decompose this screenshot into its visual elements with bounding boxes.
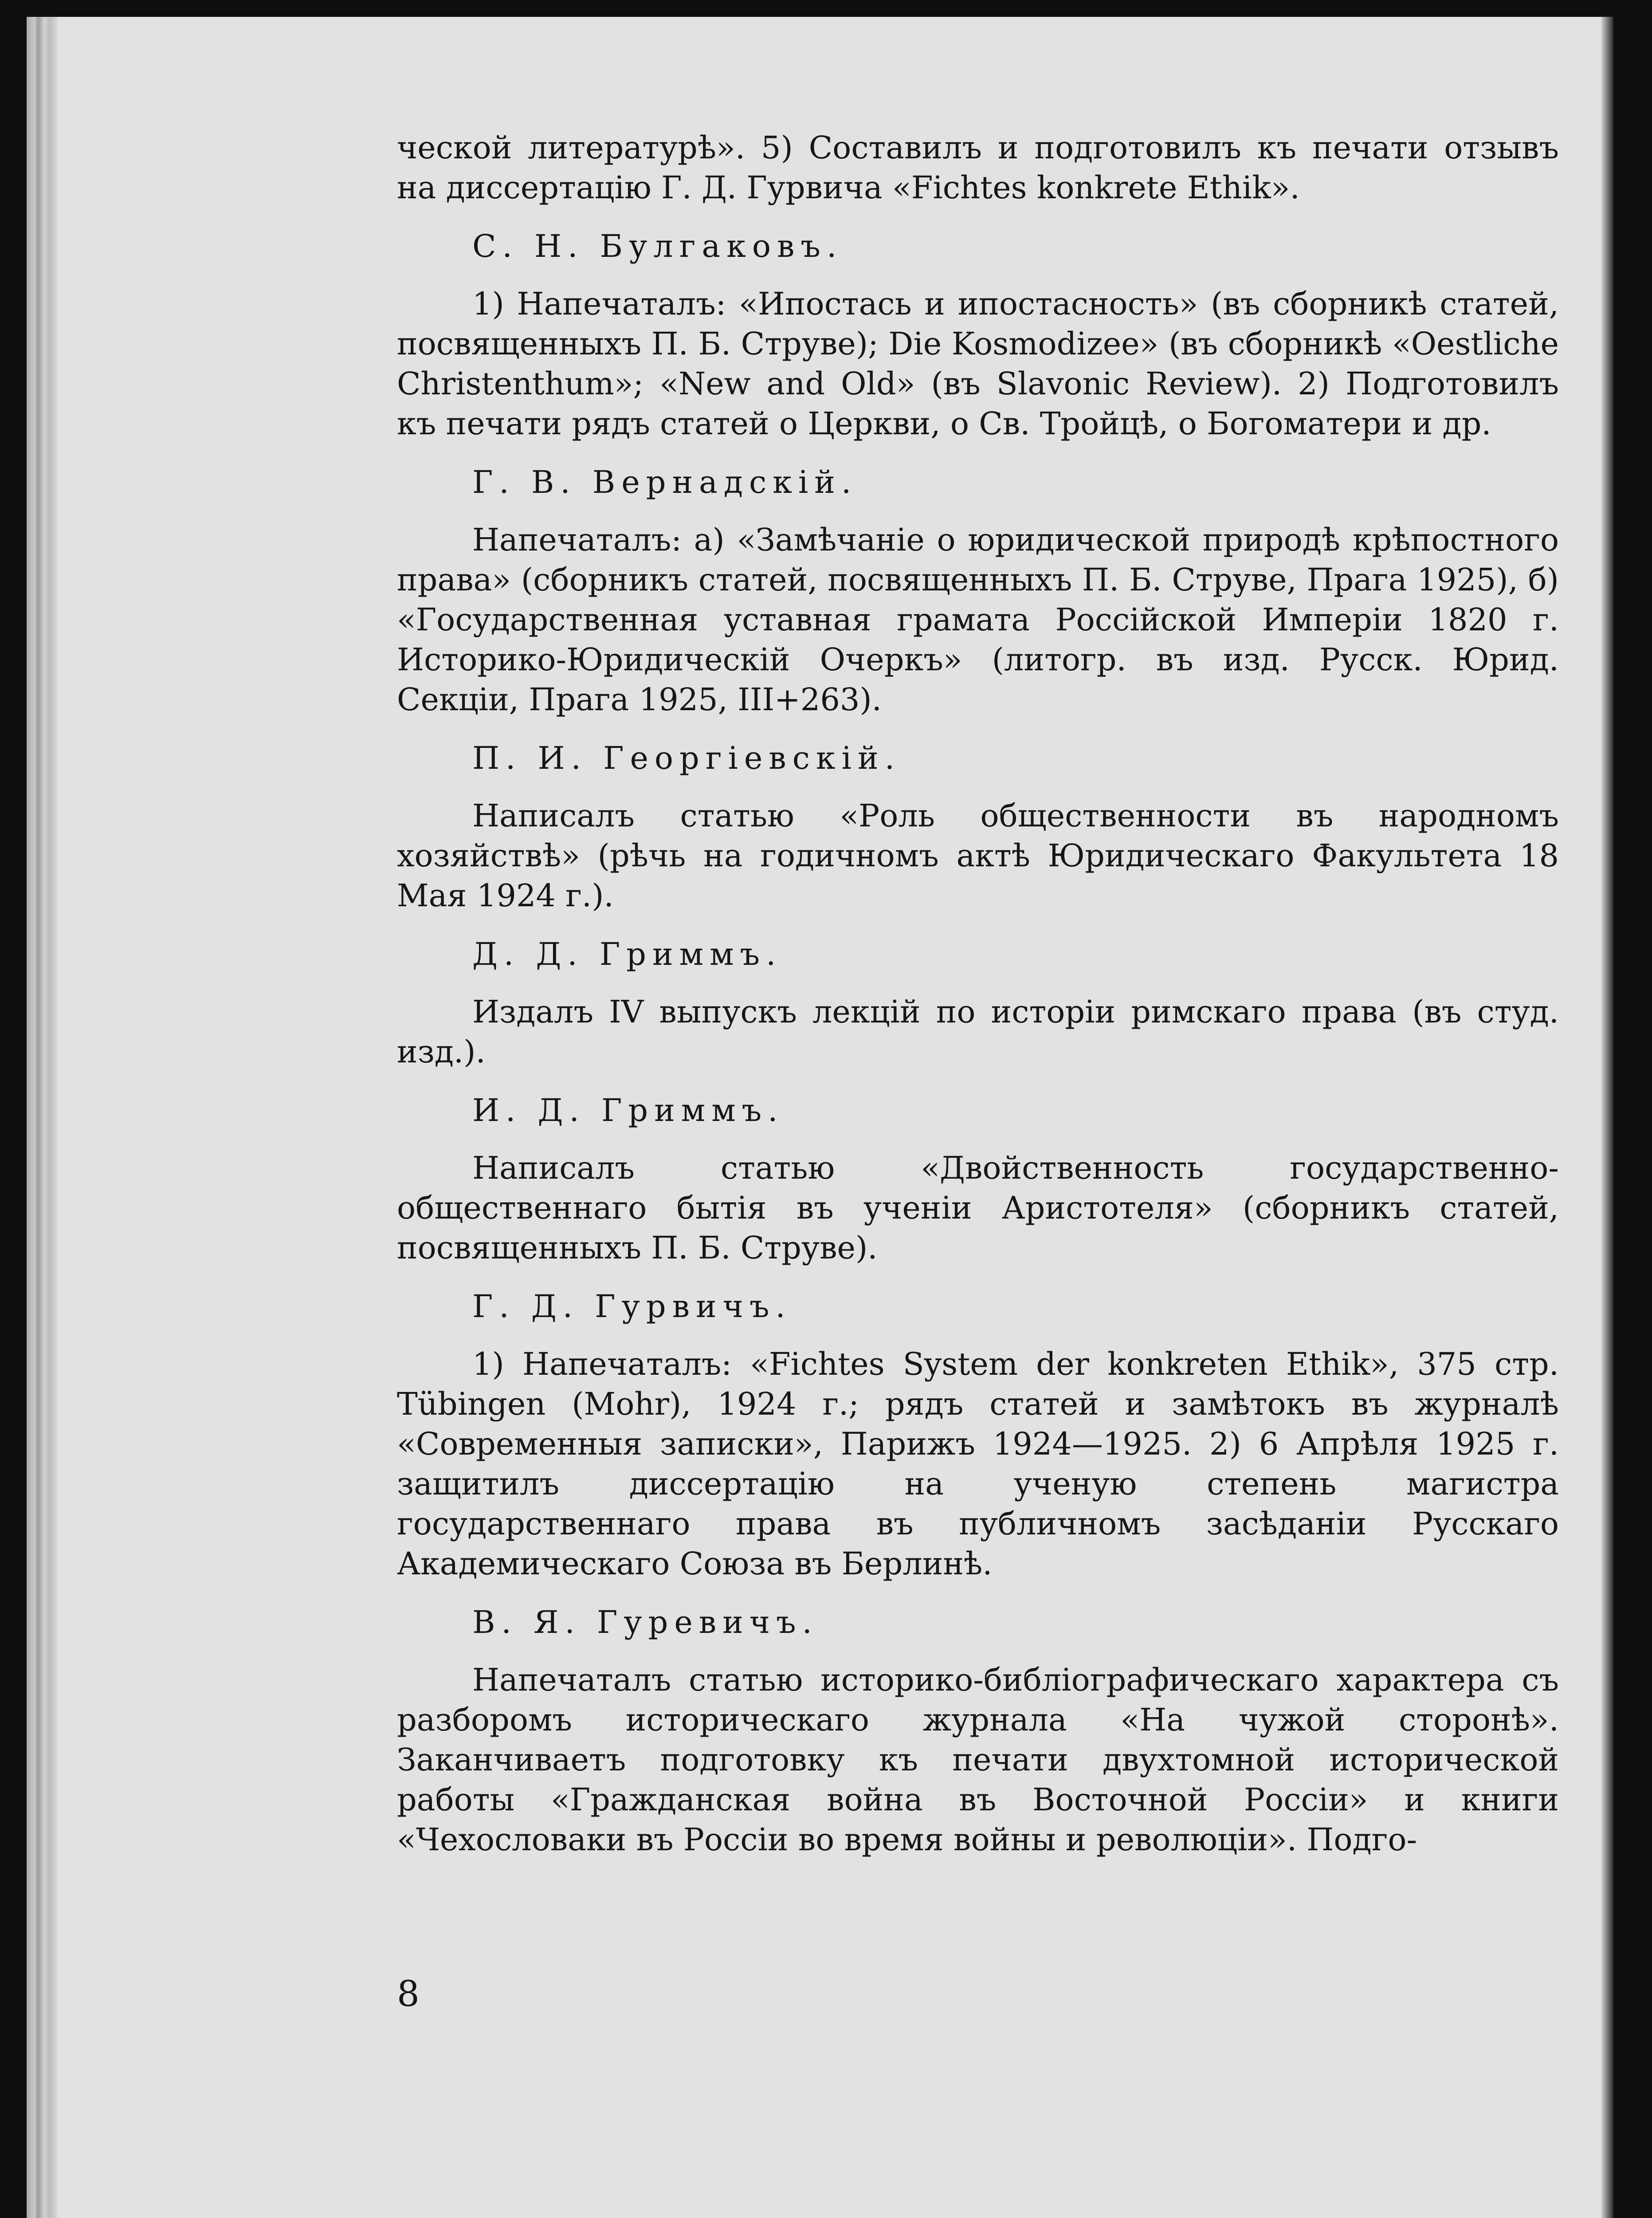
entry-heading-i-grimm: И. Д. Гриммъ. (472, 1092, 784, 1129)
entry-text-vernadsky: Напечаталъ: а) «Замѣчаніе о юридической природѣ крѣпостного права» (сборникъ статей, посвященныхъ П. Б. Струве, Прага 1925), б) «Государственная уставная грамата Россійской Имперіи 1820 г. Историко-Юридическій Очеркъ» (литогр. въ изд. Русск. Юрид. Секціи, Прага 1925, III+263). (397, 522, 1559, 718)
entry-heading-bulgakov: С. Н. Булгаковъ. (472, 228, 843, 264)
page-number: 8 (397, 1973, 420, 2014)
book-page (27, 17, 1613, 2218)
entry-heading-georgievsky: П. И. Георгіевскій. (472, 740, 901, 776)
entry-heading-d-grimm: Д. Д. Гриммъ. (472, 936, 782, 972)
entry-text-d-grimm: Издалъ IV выпускъ лекцій по исторіи римскаго права (въ студ. изд.). (397, 994, 1559, 1070)
entry-text-gurevich: Напечаталъ статью историко-библіографическаго характера съ разборомъ историческаго журнала «На чужой сторонѣ». Заканчиваетъ подготовку къ печати двухтомной исторической работы «Гражданская война въ Восточной Россіи» и книги «Чехословаки въ Россіи во время войны и революціи». Подго- (397, 1662, 1559, 1858)
opening-paragraph: ческой литературѣ». 5) Составилъ и подготовилъ къ печати отзывъ на диссертацію Г. Д. Гурвича «Fichtes konkrete Ethik». (397, 130, 1559, 206)
entry-text-georgievsky: Написалъ статью «Роль общественности въ народномъ хозяйствѣ» (рѣчь на годичномъ актѣ Юридическаго Факультета 18 Мая 1924 г.). (397, 798, 1559, 914)
page-right-edge (1601, 17, 1613, 2218)
entry-text-gurvich: 1) Напечаталъ: «Fichtes System der konkreten Ethik», 375 стр. Tübingen (Mohr), 1924 г.; рядъ статей и замѣтокъ въ журналѣ «Современныя записки», Парижъ 1924—1925. 2) 6 Апрѣля 1925 г. защитилъ диссертацію на ученую степень магистра государственнаго права въ публичномъ засѣданіи Русскаго Академическаго Союза въ Берлинѣ. (397, 1346, 1559, 1582)
page-left-edge (27, 17, 58, 2218)
entry-heading-gurevich: В. Я. Гуревичъ. (472, 1604, 818, 1640)
page-content (397, 128, 1559, 1860)
entry-text-bulgakov: 1) Напечаталъ: «Ипостась и ипостасность» (въ сборникѣ статей, посвященныхъ П. Б. Струве); Die Kosmodizee» (въ сборникѣ «Oestliche Christenthum»; «New and Old» (въ Slavonic Review). 2) Подготовилъ къ печати рядъ статей о Церкви, о Св. Тройцѣ, о Богоматери и др. (397, 286, 1559, 442)
entry-heading-gurvich: Г. Д. Гурвичъ. (472, 1288, 792, 1325)
entry-heading-vernadsky: Г. В. Вернадскій. (472, 464, 858, 500)
entry-text-i-grimm: Написалъ статью «Двойственность государственно-общественнаго бытія въ ученіи Аристотеля» (сборникъ статей, посвященныхъ П. Б. Струве). (397, 1150, 1559, 1266)
